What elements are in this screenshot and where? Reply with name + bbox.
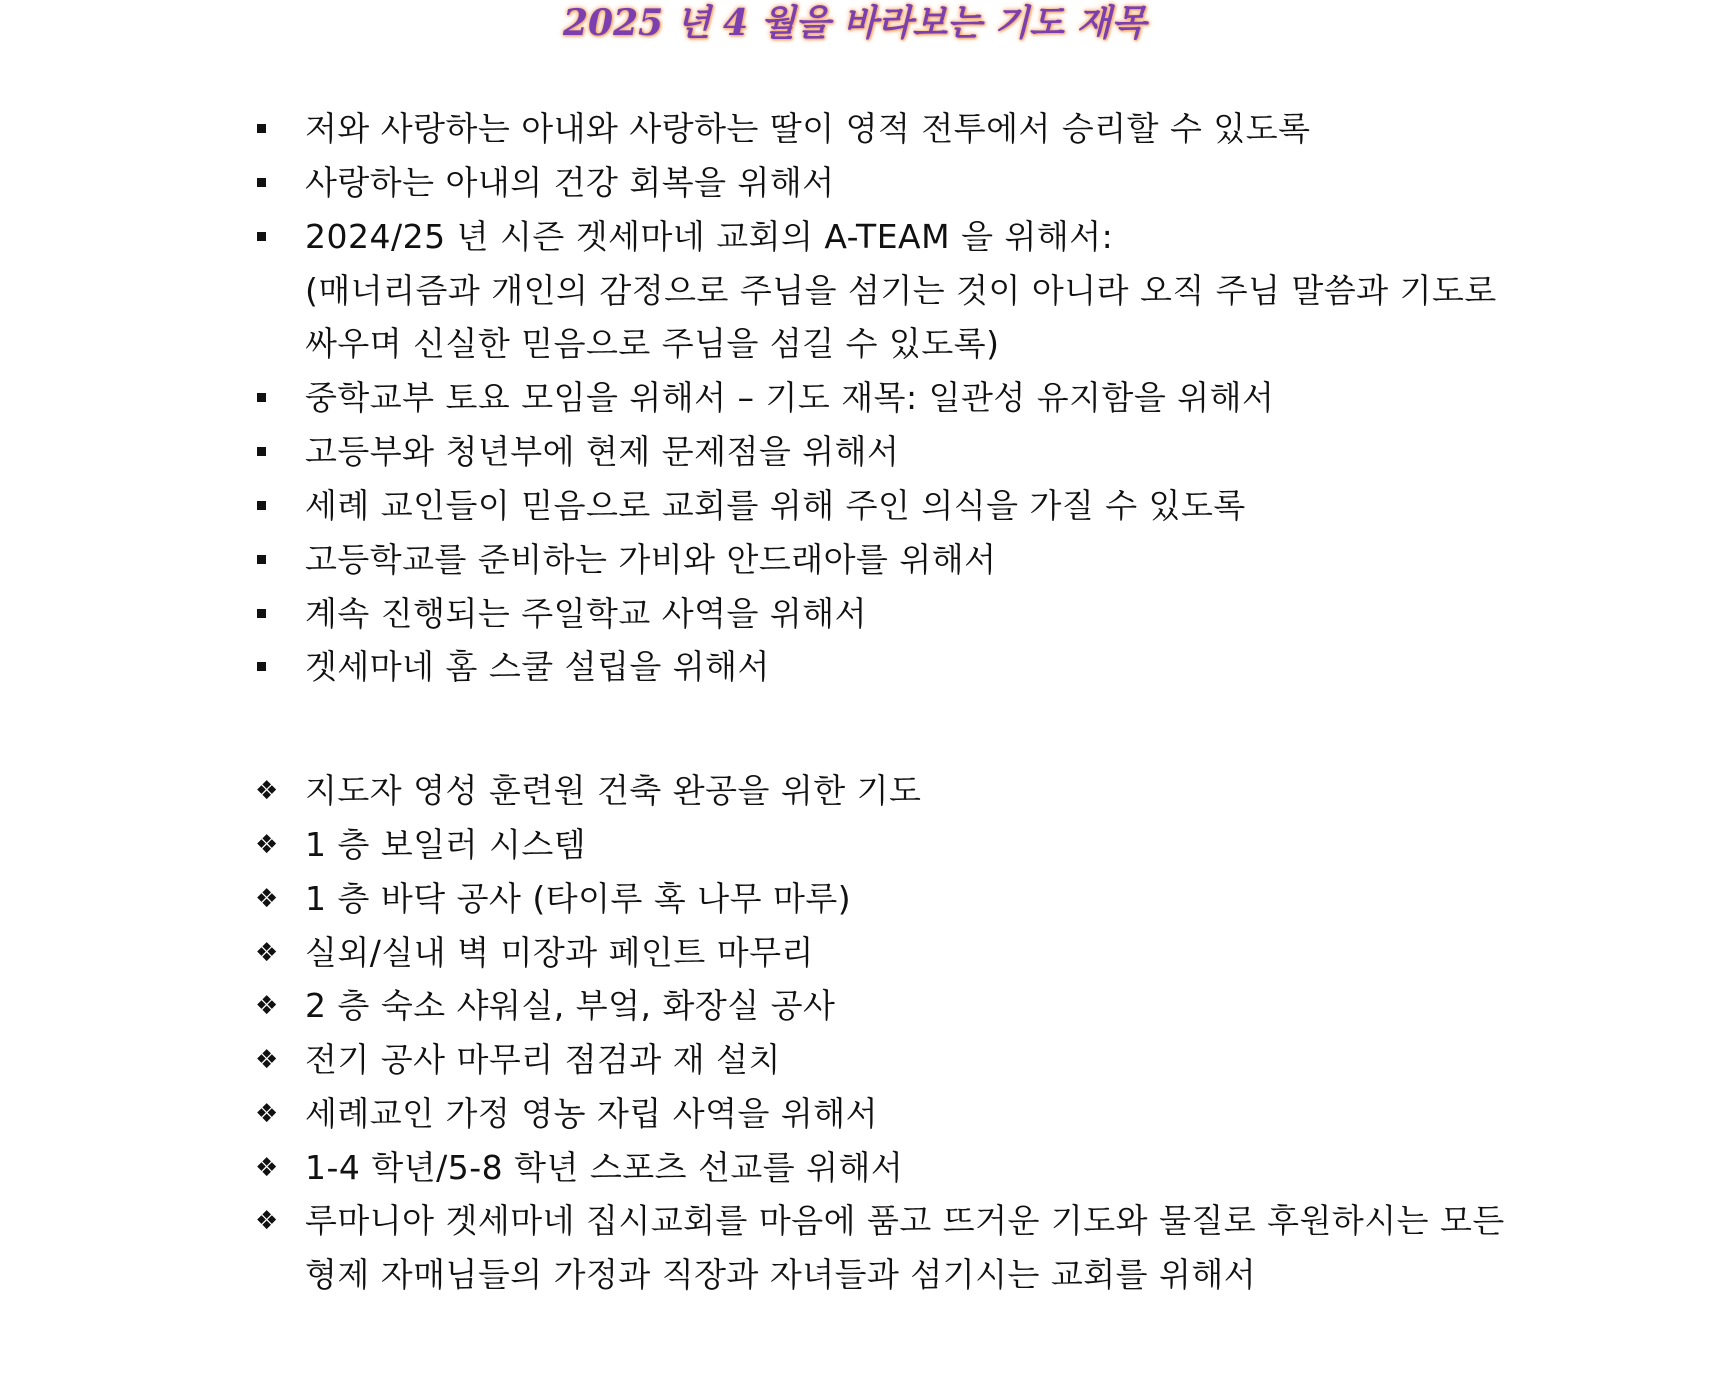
list-item	[255, 423, 1555, 481]
list-item	[255, 477, 1555, 535]
square-bullet-icon	[255, 477, 295, 535]
list-item-text: 지도자 영성 훈련원 건축 완공을 위한 기도	[305, 771, 922, 810]
four-diamond-bullet-icon: ❖	[255, 938, 279, 968]
list-item	[255, 816, 1555, 874]
list-item-text: 중학교부 토요 모임을 위해서 – 기도 재목: 일관성 유지함을 위해서	[305, 378, 1275, 417]
list-item-text: 전기 공사 마무리 점검과 재 설치	[305, 1040, 781, 1079]
list-item-text: 고등학교를 준비하는 가비와 안드래아를 위해서	[305, 540, 997, 579]
list-item-text: 2 층 숙소 샤워실, 부엌, 화장실 공사	[305, 986, 836, 1025]
list-item-text: 고등부와 청년부에 현제 문제점을 위해서	[305, 432, 900, 471]
list-item-text: 실외/실내 벽 미장과 페인트 마무리	[305, 933, 814, 972]
four-diamond-bullet-icon: ❖	[255, 1045, 279, 1075]
list-item	[255, 924, 1555, 982]
list-item-text: 저와 사랑하는 아내와 사랑하는 딸이 영적 전투에서 승리할 수 있도록	[305, 109, 1311, 148]
four-diamond-bullet-icon: ❖	[255, 1153, 279, 1183]
list-item-text: 1 층 보일러 시스템	[305, 825, 587, 864]
square-bullet-icon	[255, 638, 295, 696]
list-item-text: 루마니아 겟세마네 집시교회를 마음에 품고 뜨거운 기도와 물질로 후원하시는 모든	[305, 1201, 1505, 1240]
list-item-continuation: (매너리즘과 개인의 감정으로 주님을 섬기는 것이 아니라 오직 주님 말씀과 기도로	[305, 271, 1497, 310]
list-item	[255, 585, 1555, 643]
list-item	[255, 531, 1555, 589]
list-item	[255, 369, 1555, 427]
list-item	[255, 154, 1555, 212]
list-item	[255, 100, 1555, 158]
list-item-text: 1 층 바닥 공사 (타이루 혹 나무 마루)	[305, 879, 852, 918]
list-item	[255, 1139, 1555, 1197]
list-item	[255, 870, 1555, 928]
list-item-text: 2024/25 년 시즌 겟세마네 교회의 A-TEAM 을 위해서:	[305, 217, 1114, 256]
list-item	[255, 1031, 1555, 1089]
list-item-continuation: 싸우며 신실한 믿음으로 주님을 섬길 수 있도록)	[305, 324, 1000, 363]
four-diamond-bullet-icon: ❖	[255, 776, 279, 806]
four-diamond-bullet-icon: ❖	[255, 1099, 279, 1129]
four-diamond-bullet-icon: ❖	[255, 1206, 279, 1236]
list-item	[255, 1085, 1555, 1143]
square-bullet-icon	[255, 531, 295, 589]
square-bullet-icon	[255, 369, 295, 427]
list-item-text: 세례교인 가정 영농 자립 사역을 위해서	[305, 1094, 878, 1133]
square-bullet-icon	[255, 423, 295, 481]
square-bullet-icon	[255, 208, 295, 266]
list-item-text: 계속 진행되는 주일학교 사역을 위해서	[305, 594, 868, 633]
list-item	[255, 762, 1555, 820]
list-item-text: 겟세마네 홈 스쿨 설립을 위해서	[305, 647, 770, 686]
square-bullet-icon	[255, 154, 295, 212]
square-bullet-icon	[255, 585, 295, 643]
page-title: 2025 년 4 월을 바라보는 기도 재목	[563, 2, 1146, 44]
list-item-continuation: 형제 자매님들의 가정과 직장과 자녀들과 섬기시는 교회를 위해서	[305, 1255, 1257, 1294]
square-bullet-icon	[255, 100, 295, 158]
list-item	[255, 1192, 1555, 1250]
list-item-text: 사랑하는 아내의 건강 회복을 위해서	[305, 163, 835, 202]
list-item	[255, 208, 1555, 266]
list-item-text: 세례 교인들이 믿음으로 교회를 위해 주인 의식을 가질 수 있도록	[305, 486, 1246, 525]
list-item	[255, 977, 1555, 1035]
list-item-text: 1-4 학년/5-8 학년 스포츠 선교를 위해서	[305, 1148, 904, 1187]
four-diamond-bullet-icon: ❖	[255, 884, 279, 914]
four-diamond-bullet-icon: ❖	[255, 830, 279, 860]
four-diamond-bullet-icon: ❖	[255, 991, 279, 1021]
list-item	[255, 638, 1555, 696]
